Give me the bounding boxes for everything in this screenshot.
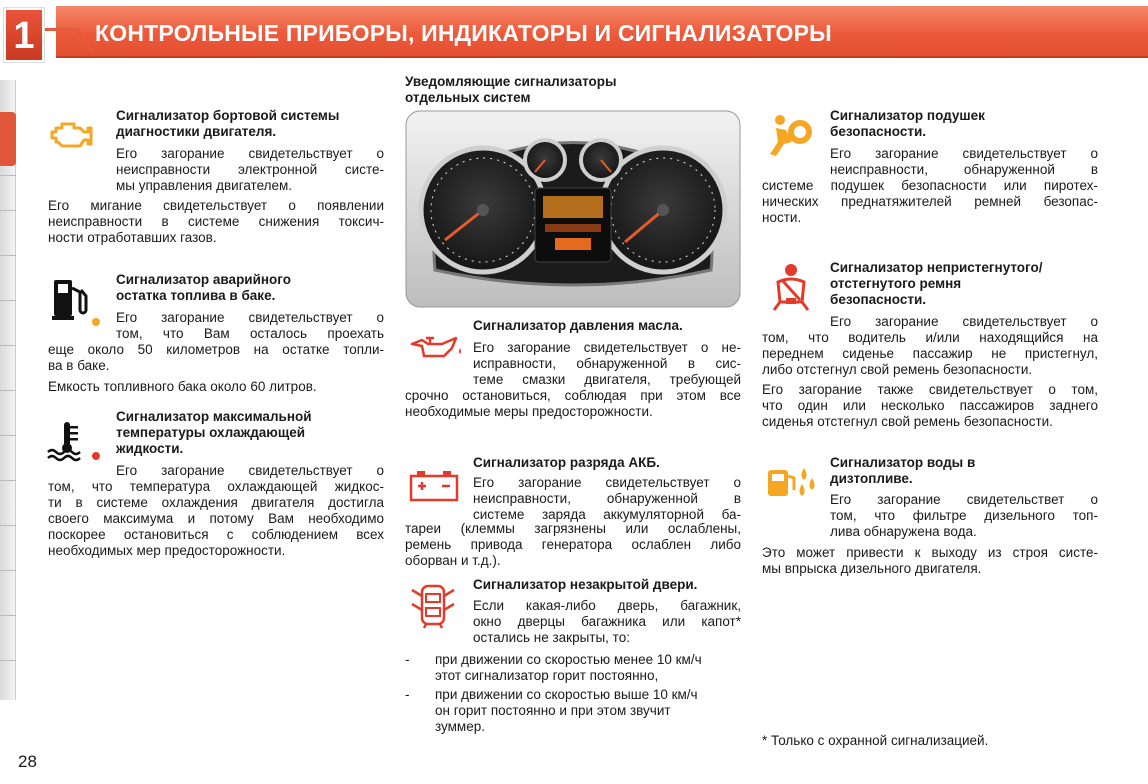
bullet-dash: - [405, 652, 410, 667]
active-chapter-tab [0, 112, 16, 166]
airbag-text-1a: Его загорание свидетельствует о неисправности, обнаруженной в [830, 146, 1098, 177]
page-number: 28 [18, 752, 37, 771]
battery-charge-icon [408, 468, 460, 502]
water-text-1: Его загорание свидетельствет о том, что фильтре дизельного топ- лива обнаружена вода. [830, 492, 1098, 539]
water-title: Сигнализатор воды в дизтопливе. [830, 455, 976, 486]
side-divider [0, 525, 16, 526]
engine-warning-icon [50, 118, 94, 152]
belt-text-2: Его загорание также свидетельствует о том, что один или несколько пассажиров заднего сиденья отстегнул свой ремень безопасности. [762, 382, 1098, 429]
belt-text-1b: том, что водитель и/или находящийся на переднем сиденье пассажир не пристегнул, либо отстегнул свой ремень безопасности. [762, 330, 1098, 377]
engine-block [116, 108, 384, 140]
belt-block [830, 260, 1098, 308]
temp-text-1a: Его загорание свидетельствует о [116, 463, 384, 478]
oil-text-1a: Его загорание свидетельствует о не- исправности, обнаруженной в сис- теме смазки двигателя, требующей [473, 340, 741, 387]
engine-text-1: Его загорание свидетельствует о неисправности электронной систе- мы управления двигателем. [116, 146, 384, 193]
belt-text-1a: Его загорание свидетельствует о [830, 314, 1098, 329]
section-title: Уведомляющие сигнализаторы отдельных систем [405, 74, 617, 105]
fuel-pump-icon [50, 276, 104, 328]
fuel-block [116, 272, 384, 304]
fuel-text-1b: еще около 50 километров на остатке топли- ва в баке. [48, 342, 384, 373]
oil-title: Сигнализатор давления масла. [473, 318, 683, 333]
seatbelt-icon [766, 262, 816, 314]
battery-text-1b: тареи (клеммы загрязнены или ослаблены, ремень привода генератора ослаблен либо оборван и т.д.). [405, 521, 741, 568]
open-door-icon [408, 580, 458, 630]
page-title: КОНТРОЛЬНЫЕ ПРИБОРЫ, ИНДИКАТОРЫ И СИГНАЛИЗАТОРЫ [95, 20, 832, 46]
fuel-title: Сигнализатор аварийного остатка топлива в баке. [116, 272, 291, 303]
page-header [0, 0, 1148, 62]
instrument-cluster-image [405, 110, 741, 308]
side-divider [0, 300, 16, 301]
side-divider [0, 615, 16, 616]
belt-title: Сигнализатор непристегнутого/ отстегнутого ремня безопасности. [830, 260, 1043, 307]
door-bullet-1: при движении со скоростью менее 10 км/ч этот сигнализатор горит постоянно, [435, 652, 702, 683]
water-block [830, 455, 1098, 487]
water-in-fuel-icon [766, 464, 818, 500]
airbag-text-1b: системе подушек безопасности или пиротех- нических преднатяжителей ремней безопас- ности. [762, 178, 1098, 225]
door-text-1: Если какая-либо дверь, багажник, окно дверцы багажника или капот* остались не закрыты, то: [473, 598, 741, 645]
chapter-number: 1 [4, 8, 44, 62]
water-text-2: Это может привести к выходу из строя систе- мы впрыска дизельного двигателя. [762, 545, 1098, 576]
side-divider [0, 255, 16, 256]
footnote: * Только с охранной сигнализацией. [762, 733, 989, 748]
side-divider [0, 480, 16, 481]
airbag-icon [766, 112, 816, 158]
side-divider [0, 390, 16, 391]
temp-title: Сигнализатор максимальной температуры охлаждающей жидкости. [116, 409, 312, 456]
airbag-block [830, 108, 1098, 140]
side-divider [0, 175, 16, 176]
oil-pressure-icon [408, 332, 464, 360]
side-divider [0, 570, 16, 571]
engine-text-2: Его мигание свидетельствует о появлении неисправности в системе снижения токсич- ности отработавших газов. [48, 198, 384, 245]
temp-block [116, 409, 384, 457]
fuel-text-1a: Его загорание свидетельствует о том, что Вам осталось проехать [116, 310, 384, 341]
airbag-title: Сигнализатор подушек безопасности. [830, 108, 985, 139]
door-title: Сигнализатор незакрытой двери. [473, 577, 698, 592]
side-divider [0, 435, 16, 436]
battery-text-1a: Его загорание свидетельствует о неисправности, обнаруженной в системе заряда аккумуляторной ба- [473, 475, 741, 522]
side-divider [0, 345, 16, 346]
coolant-temperature-icon [46, 418, 106, 464]
bullet-dash: - [405, 687, 410, 702]
engine-title: Сигнализатор бортовой системы диагностики двигателя. [116, 108, 340, 139]
door-bullet-2: при движении со скоростью выше 10 км/ч он горит постоянно и при этом звучит зуммер. [435, 687, 698, 734]
temp-text-1b: том, что температура охлаждающей жидкос- ти в системе охлаждения двигателя достигла своего максимума и потому Вам необходимо поскорее остановиться с соблюдением всех необходимых мер предосторожности. [48, 479, 384, 558]
fuel-text-2: Емкость топливного бака около 60 литров. [48, 379, 317, 394]
side-tab-strip [0, 80, 16, 700]
side-divider [0, 210, 16, 211]
oil-text-1b: срочно остановиться, соблюдая при этом все необходимые меры предосторожности. [405, 388, 741, 419]
battery-title: Сигнализатор разряда АКБ. [473, 455, 660, 470]
side-divider [0, 660, 16, 661]
